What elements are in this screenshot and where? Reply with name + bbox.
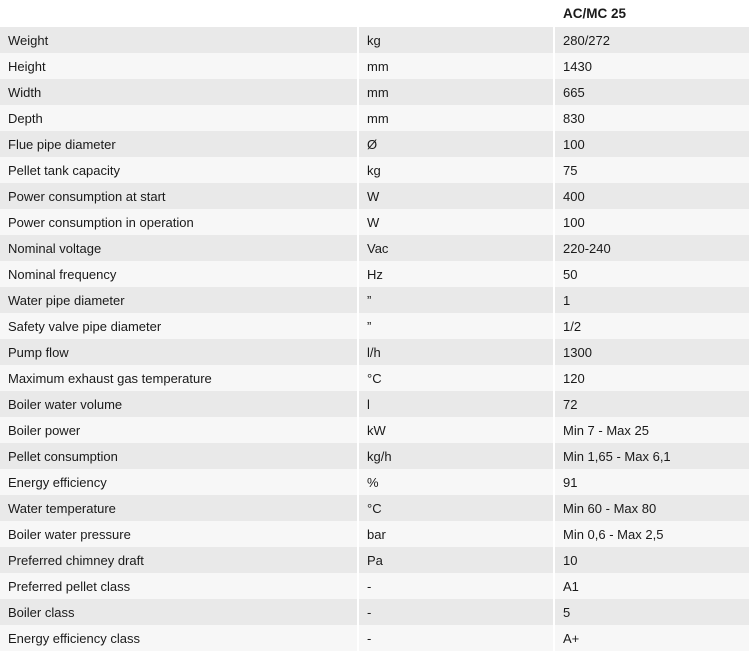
table-header [0,0,749,27]
spec-value: Min 60 - Max 80 [554,495,749,521]
spec-value: 72 [554,391,749,417]
spec-unit: Vac [358,235,554,261]
table-row [0,573,749,599]
spec-value: 1430 [554,53,749,79]
spec-value: Min 7 - Max 25 [554,417,749,443]
table-row [0,261,749,287]
spec-label: Height [0,53,358,79]
spec-label: Power consumption in operation [0,209,358,235]
spec-value: 220-240 [554,235,749,261]
spec-label: Weight [0,27,358,53]
column-header-model: AC/MC 25 [554,0,749,27]
spec-value: 1 [554,287,749,313]
spec-label: Boiler power [0,417,358,443]
spec-value: 100 [554,131,749,157]
spec-label: Boiler class [0,599,358,625]
table-row [0,365,749,391]
spec-unit: W [358,209,554,235]
spec-value: Min 1,65 - Max 6,1 [554,443,749,469]
spec-label: Maximum exhaust gas temperature [0,365,358,391]
spec-value: 830 [554,105,749,131]
spec-label: Power consumption at start [0,183,358,209]
spec-unit: ” [358,287,554,313]
table-row [0,495,749,521]
spec-unit: mm [358,105,554,131]
spec-value: 5 [554,599,749,625]
spec-value: 280/272 [554,27,749,53]
spec-label: Pellet tank capacity [0,157,358,183]
spec-unit: kg [358,27,554,53]
table-row [0,79,749,105]
spec-unit: mm [358,53,554,79]
spec-label: Nominal voltage [0,235,358,261]
spec-unit: kW [358,417,554,443]
spec-value: 50 [554,261,749,287]
spec-label: Preferred pellet class [0,573,358,599]
table-row [0,183,749,209]
spec-label: Nominal frequency [0,261,358,287]
spec-value: 91 [554,469,749,495]
table-row [0,417,749,443]
table-row [0,313,749,339]
table-row [0,469,749,495]
spec-unit: ” [358,313,554,339]
spec-unit: kg [358,157,554,183]
spec-unit: mm [358,79,554,105]
column-header-unit [358,0,554,27]
spec-value: 10 [554,547,749,573]
spec-value: A1 [554,573,749,599]
spec-label: Width [0,79,358,105]
spec-unit: Hz [358,261,554,287]
spec-value: 665 [554,79,749,105]
spec-label: Energy efficiency [0,469,358,495]
spec-unit: Ø [358,131,554,157]
spec-label: Depth [0,105,358,131]
spec-value: Min 0,6 - Max 2,5 [554,521,749,547]
table-row [0,287,749,313]
spec-value: 120 [554,365,749,391]
table-row [0,547,749,573]
spec-value: A+ [554,625,749,651]
spec-label: Boiler water pressure [0,521,358,547]
spec-unit: Pa [358,547,554,573]
spec-unit: - [358,599,554,625]
spec-unit: % [358,469,554,495]
spec-value: 100 [554,209,749,235]
spec-label: Energy efficiency class [0,625,358,651]
table-row [0,53,749,79]
table-row [0,599,749,625]
spec-unit: °C [358,365,554,391]
table-row [0,625,749,651]
spec-unit: - [358,625,554,651]
spec-value: 1300 [554,339,749,365]
table-row [0,391,749,417]
table-row [0,235,749,261]
spec-label: Boiler water volume [0,391,358,417]
spec-label: Preferred chimney draft [0,547,358,573]
table-row [0,339,749,365]
spec-value: 75 [554,157,749,183]
spec-unit: - [358,573,554,599]
spec-unit: l/h [358,339,554,365]
spec-unit: kg/h [358,443,554,469]
column-header-label [0,0,358,27]
spec-label: Flue pipe diameter [0,131,358,157]
table-row [0,105,749,131]
spec-value: 400 [554,183,749,209]
spec-label: Water pipe diameter [0,287,358,313]
spec-value: 1/2 [554,313,749,339]
table-row [0,27,749,53]
spec-label: Water temperature [0,495,358,521]
table-body [0,27,749,651]
table-header-row [0,0,749,27]
table-row [0,209,749,235]
spec-label: Pellet consumption [0,443,358,469]
table-row [0,443,749,469]
spec-label: Pump flow [0,339,358,365]
spec-unit: °C [358,495,554,521]
spec-unit: W [358,183,554,209]
spec-unit: bar [358,521,554,547]
spec-unit: l [358,391,554,417]
table-row [0,521,749,547]
table-row [0,131,749,157]
table-row [0,157,749,183]
spec-label: Safety valve pipe diameter [0,313,358,339]
